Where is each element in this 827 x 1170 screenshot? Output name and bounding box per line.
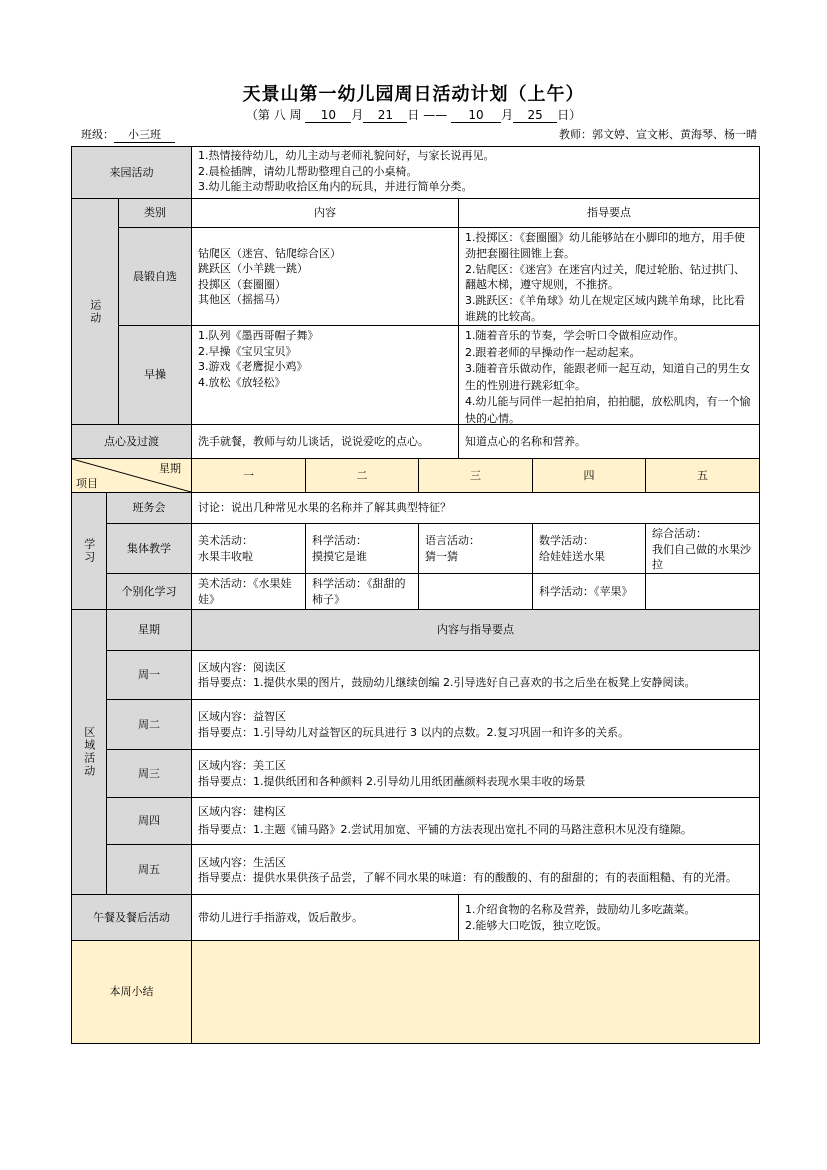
snack-content: 洗手就餐，教师与幼儿谈话，说说爱吃的点心。 (191, 424, 459, 459)
individual-tue: 科学活动：《甜甜的柿子》 (305, 573, 419, 610)
area-day: 周一 (106, 650, 192, 700)
weekday-mon: 一 (191, 458, 306, 493)
area-content: 区域内容：益智区 指导要点：1.引导幼儿对益智区的玩具进行 3 以内的点数。2.复习巩固一和许多的关系。 (191, 699, 760, 750)
area-day: 周二 (106, 699, 192, 750)
end-day: 25 (513, 109, 557, 123)
class-meeting-label: 班务会 (106, 492, 192, 524)
individual-mon: 美术活动：《水果娃娃》 (191, 573, 306, 610)
month-label: 月 (351, 108, 364, 122)
individual-label: 个别化学习 (106, 573, 192, 610)
exercise-content: 1.队列《墨西哥帽子舞》 2.早操《宝贝宝贝》 3.游戏《老鹰捉小鸡》 4.放松《放轻松》 (191, 325, 459, 425)
date-range (0, 106, 827, 123)
start-month: 10 (305, 109, 351, 123)
page-title: 天景山第一幼儿园周日活动计划（上午） (242, 84, 585, 105)
arrival-content: 1.热情接待幼儿，幼儿主动与老师礼貌问好，与家长说再见。 2.晨检插牌，请幼儿帮助整理自己的小桌椅。 3.幼儿能主动帮助收拾区角内的玩具，并进行简单分类。 (191, 146, 760, 199)
exercise-guidance: 1.随着音乐的节奏，学会听口令做相应动作。 2.跟着老师的早操动作一起动起来。 3.随着音乐做动作，能跟老师一起互动，知道自己的男生女生的性别进行跳彩虹伞。 4.幼儿能与同伴一起拍拍肩，拍拍腿，放松肌肉，有一个愉快的心情。 (458, 325, 760, 425)
col-category: 类别 (118, 198, 192, 228)
arrival-label: 来园活动 (71, 146, 192, 199)
snack-guidance: 知道点心的名称和营养。 (458, 424, 760, 459)
group-teaching-tue: 科学活动： 摸摸它是谁 (305, 523, 419, 574)
group-teaching-thu: 数学活动： 给娃娃送水果 (532, 523, 646, 574)
area-label: 区域活动 (71, 609, 107, 895)
weekday-thu: 四 (532, 458, 646, 493)
learning-label: 学习 (71, 492, 107, 610)
group-teaching-fri: 综合活动： 我们自己做的水果沙拉 (645, 523, 760, 574)
summary-label: 本周小结 (71, 940, 192, 1044)
lunch-content: 带幼儿进行手指游戏，饭后散步。 (191, 894, 459, 941)
exercise-content: 钻爬区（迷宫、钻爬综合区） 跳跃区（小羊跳一跳） 投掷区（套圈圈） 其他区（摇摇马） (191, 227, 459, 326)
corner-item: 项目 (76, 476, 98, 490)
weekday-wed: 三 (418, 458, 533, 493)
exercise-guidance: 1.投掷区：《套圈圈》幼儿能够站在小脚印的地方，用手使劲把套圈往圆锥上套。 2.钻爬区：《迷宫》在迷宫内过关，爬过轮胎、钻过拱门、翻越木梯，遵守规则，不推挤。 3.跳跃区：《羊角球》幼儿在规定区域内跳羊角球，比比看谁跳的比较高。 (458, 227, 760, 326)
end-suffix: 日） (557, 108, 582, 122)
class-value: 小三班 (114, 126, 175, 143)
area-content: 区域内容：阅读区 指导要点：1.提供水果的图片，鼓励幼儿继续创编 2.引导选好自己喜欢的书之后坐在板凳上安静阅读。 (191, 650, 760, 700)
area-day: 周三 (106, 749, 192, 798)
range-dash: —— (423, 108, 448, 122)
exercise-label: 运动 (71, 198, 119, 425)
summary-content[interactable] (191, 940, 760, 1044)
col-content: 内容 (191, 198, 459, 228)
area-col-content: 内容与指导要点 (191, 609, 760, 651)
start-day: 21 (363, 109, 407, 123)
group-teaching-label: 集体教学 (106, 523, 192, 574)
group-teaching-wed: 语言活动： 猜一猜 (418, 523, 533, 574)
class-label: 班级： (81, 128, 114, 141)
individual-fri (645, 573, 760, 610)
class-info (81, 126, 175, 143)
snack-label: 点心及过渡 (71, 424, 192, 459)
exercise-category: 早操 (118, 325, 192, 425)
exercise-category: 晨锻自选 (118, 227, 192, 326)
lunch-label: 午餐及餐后活动 (71, 894, 192, 941)
area-day: 周五 (106, 844, 192, 895)
group-teaching-mon: 美术活动： 水果丰收啦 (191, 523, 306, 574)
week-label: （第 八 周 (245, 108, 302, 122)
lunch-guidance: 1.介绍食物的名称及营养，鼓励幼儿多吃蔬菜。 2.能够大口吃饭，独立吃饭。 (458, 894, 760, 941)
weekday-tue: 二 (305, 458, 419, 493)
teacher-info (559, 126, 757, 142)
end-month-label: 月 (501, 108, 514, 122)
weekday-corner (71, 458, 192, 493)
teacher-value: 郭文婷、宣文彬、黄海琴、杨一晴 (592, 128, 757, 141)
class-meeting-content: 讨论：说出几种常见水果的名称并了解其典型特征？ (191, 492, 760, 524)
individual-thu: 科学活动：《苹果》 (532, 573, 646, 610)
teacher-label: 教师： (559, 128, 592, 141)
area-content: 区域内容：美工区 指导要点：1.提供纸团和各种颜料 2.引导幼儿用纸团蘸颜料表现水果丰收的场景 (191, 749, 760, 798)
area-col-day: 星期 (106, 609, 192, 651)
weekday-fri: 五 (645, 458, 760, 493)
area-day: 周四 (106, 797, 192, 845)
individual-wed (418, 573, 533, 610)
area-content: 区域内容：建构区 指导要点：1.主题《铺马路》2.尝试用加宽、平铺的方法表现出宽扎不同的马路注意积木见没有缝隙。 (191, 797, 760, 845)
col-guidance: 指导要点 (458, 198, 760, 228)
end-month: 10 (451, 109, 501, 123)
area-content: 区域内容：生活区 指导要点：提供水果供孩子品尝，了解不同水果的味道：有的酸酸的、有的甜甜的；有的表面粗糙、有的光滑。 (191, 844, 760, 895)
day-label: 日 (407, 108, 420, 122)
corner-weekday: 星期 (159, 462, 181, 475)
